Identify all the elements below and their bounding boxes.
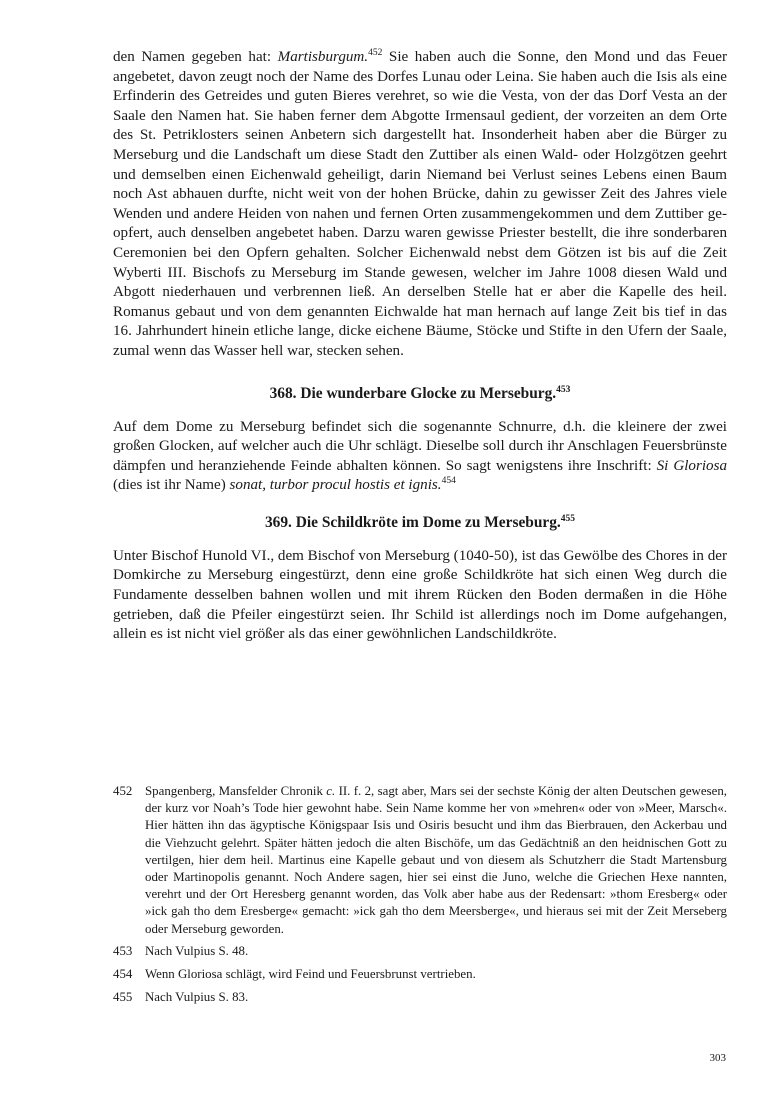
footnote-number: 454 [113, 967, 133, 982]
italic-run: c. [326, 784, 336, 798]
footnote-text: Nach Vulpius S. 83. [145, 989, 249, 1004]
footnote-number: 453 [113, 944, 133, 959]
italic-run: Martisburgum. [277, 49, 369, 65]
footnote-452 [113, 783, 727, 938]
footnote-number: 452 [113, 784, 133, 798]
footnote-ref-455[interactable]: 455 [560, 513, 576, 524]
footnote-text: Wenn Gloriosa schlägt, wird Feind und Feuersbrunst vertrieben. [145, 967, 476, 982]
main-text-column [113, 48, 727, 645]
italic-run: Si Gloriosa [656, 457, 727, 474]
footnote-455 [113, 989, 727, 1006]
footnotes [113, 783, 727, 1011]
text-run: Auf dem Dome zu Merseburg befindet sich die sogenannte Schnurre, d.h. die kleinere der zwei großen Glocken, auf welcher auch die Uhr schlägt. Dieselbe soll durch ihr Anschlagen Feuersbrünste dämpfen und heranziehende Feinde abhalten können. So sagt wenigstens ihre Inschrift: [113, 418, 727, 474]
paragraph-continuation [113, 48, 727, 362]
page-number: 303 [709, 1052, 726, 1064]
footnote-ref-454[interactable]: 454 [441, 476, 456, 487]
text-run: (dies ist ihr Name) [113, 477, 230, 494]
paragraph-368 [113, 418, 727, 496]
heading-text: 369. Die Schildkröte im Dome zu Merseburg. [264, 513, 561, 531]
italic-run: sonat, turbor procul hostis et ignis. [229, 477, 442, 494]
section-heading-368 [113, 384, 727, 404]
footnote-ref-452[interactable]: 452 [368, 48, 383, 58]
footnote-number: 455 [113, 989, 133, 1004]
text-run: den Namen gegeben hat: [113, 49, 278, 65]
text-run: II. f. 2, sagt aber, Mars sei der sechste König der alten Deutschen gewesen, der kurz vor Noah’s Tode hier gewohnt habe. Sein Name komme her von »mehren« oder von »Meer, Marsch«. Hier hätten ihn das ägyptische Königspaar Isis und Osiris besucht und ihm das Bierbrauen, den Ackerbau und die Viehzucht gelehrt. Später hätten jedoch die alten Bischöfe, um das Gedächtniß an den heidnischen Gott zu vertilgen, hier dem heil. Martinus eine Kapelle gebaut und von diesem als Schutzherr die Stadt Martensburg oder Martinopolis genannt. Noch Andere sagen, hier sei einst die Juno, welche die Griechen Hexe nannten, verehrt und der Ort Heresberg genannt worden, das Volk aber habe aus der Redensart: »thom Eresberg« oder »ick gah tho dem Eresberge« gemacht: »ick gah tho dem Meersberge«, und hieraus sei mit der Zeit Merseberg oder Merseburg geworden. [145, 784, 727, 936]
footnote-text: Nach Vulpius S. 48. [145, 944, 249, 959]
footnote-ref-453[interactable]: 453 [556, 384, 571, 395]
footnote-454 [113, 966, 727, 983]
text-run: Sie haben auch die Sonne, den Mond und das Feuer angebetet, davon zeugt noch der Name des Dorfes Lunau oder Leina. Sie haben auch die Isis als eine Erfinderin des Getreides und guten Bieres verehret, so wie die Vesta, von der das Dorf Vesta an der Saale den Namen hat. Sie haben ferner dem Abgotte Irmensaul gedient, der vorzeiten an dem Orte des St. Petriklosters seinen Anbetern sich dargestellt hat. Insonderheit haben aber die Bürger zu Merseburg und die Landschaft um diese Stadt den Zuttiber als einen Wald- oder Holzgötzen geehrt und demselben einen Eichenwald geheiligt, darin Niemand bei Verlust seines Lebens einen Baum noch Ast abhauen durfte, nicht weit von der hohen Brücke, dahin zu gewisser Zeit des Jahres viele Wenden und andere Heiden von nahen und fernen Orten zusammengekommen und dem Zuttiber geopfert, auch denselben angebetet haben. Darzu waren gewisse Priester bestellt, die ihre sonderbaren Ceremonien bei den Opfern gehalten. Solcher Eichenwald nebst dem Götzen ist bis auf die Zeit Wyberti III. Bischofs zu Merseburg im Stande gewesen, welcher im Jahre 1008 diesen Wald und Abgott niederhauen und verbrennen ließ. An derselben Stelle hat er aber die Kapelle des heil. Romanus gebaut und von dem genannten Eichwalde hat man hernach auf lange Zeit bis tief in das 16. Jahrhundert hinein etliche lange, dicke eichene Bäume, Stöcke und Stifte in den Ufern der Saale, zumal wenn das Wasser hell war, stecken sehen. [113, 49, 727, 359]
heading-text: 368. Die wunderbare Glocke zu Merseburg. [269, 384, 557, 402]
text-run: Spangenberg, Mansfelder Chronik [145, 784, 327, 798]
paragraph-369: Unter Bischof Hunold VI., dem Bischof von Merseburg (1040-50), ist das Gewölbe des Chores in der Domkirche zu Merseburg eingestürzt, denn eine große Schildkröte hat sich einen Weg durch die Fundamente desselben bahnen wollen und mit ihrem Rücken den Boden dermaßen in die Höhe getrieben, daß die Pfeiler eingestürzt seien. Ihr Schild ist allerdings noch im Dome aufgehangen, allein es ist nicht viel größer als das einer gewöhnlichen Landschildkröte. [113, 547, 727, 643]
footnote-453 [113, 943, 727, 960]
footnote-text [145, 783, 727, 938]
section-heading-369 [113, 513, 727, 533]
